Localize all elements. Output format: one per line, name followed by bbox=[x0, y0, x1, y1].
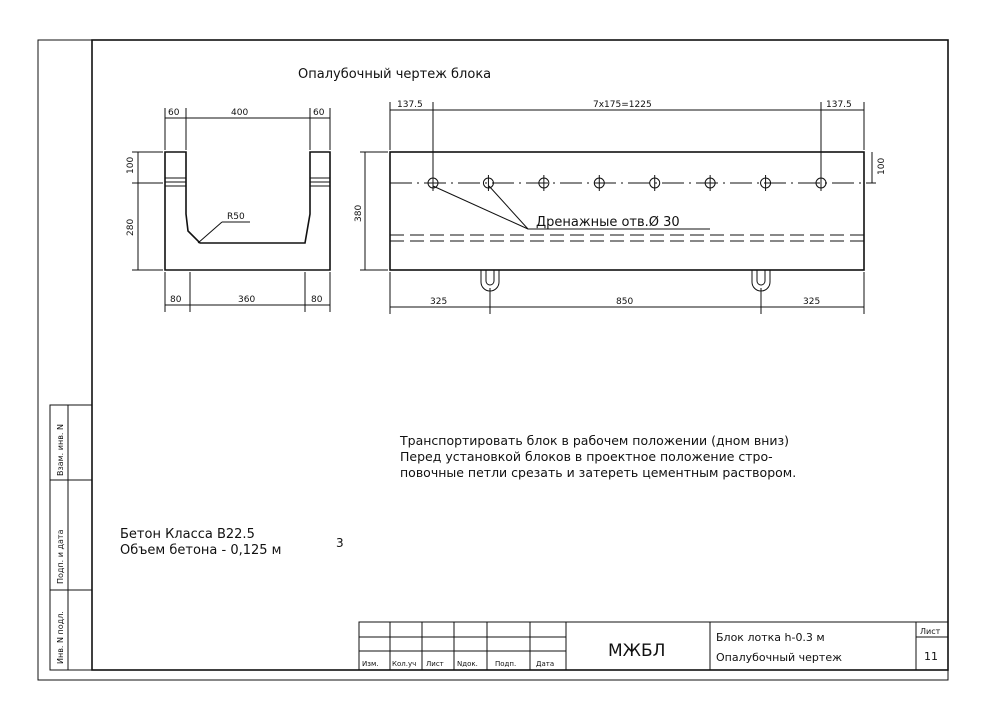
tb-sheet-number: 11 bbox=[924, 650, 938, 663]
note-line-2: Перед установкой блоков в проектное положение стро- bbox=[400, 449, 773, 464]
section-dim-top-mid: 400 bbox=[231, 108, 249, 118]
section-dim-bottom-mid: 360 bbox=[238, 295, 256, 305]
stamp-sign-date: Подп. и дата bbox=[56, 529, 65, 584]
lifting-lug bbox=[752, 270, 770, 291]
section-dim-bottom-right: 80 bbox=[311, 295, 323, 305]
section-dim-left-bottom: 280 bbox=[126, 218, 136, 236]
elev-dim-top-left: 137.5 bbox=[397, 100, 423, 110]
tb-name-line-2: Опалубочный чертеж bbox=[716, 651, 843, 664]
tb-sheet-label: Лист bbox=[920, 627, 941, 636]
elevation-outline bbox=[390, 152, 864, 270]
tb-header-izm: Изм. bbox=[362, 660, 379, 668]
inner-frame bbox=[92, 40, 948, 670]
note-line-1: Транспортировать блок в рабочем положении (дном вниз) bbox=[400, 433, 790, 448]
lifting-lugs bbox=[481, 270, 770, 291]
stamp-replaced-inv: Взам. инв. N bbox=[56, 424, 65, 476]
cross-section-view bbox=[126, 108, 330, 312]
elev-dim-top-mid: 7x175=1225 bbox=[593, 100, 652, 110]
elev-dim-bottom-right: 325 bbox=[803, 297, 821, 307]
elev-dim-top-right: 137.5 bbox=[826, 100, 852, 110]
tb-header-kol: Кол.уч bbox=[392, 660, 417, 668]
lifting-lug-inner bbox=[486, 270, 494, 285]
side-stamp bbox=[50, 405, 92, 670]
note-line-3: повочные петли срезать и затереть цементным раствором. bbox=[400, 465, 797, 480]
tb-header-list: Лист bbox=[426, 660, 444, 668]
drain-holes-label: Дренажные отв.Ø 30 bbox=[536, 215, 680, 230]
tb-name-line-1: Блок лотка h-0.3 м bbox=[716, 631, 825, 644]
tb-header-ndok: Nдок. bbox=[457, 660, 478, 668]
concrete-volume-unit-power: 3 bbox=[336, 536, 344, 550]
section-dim-bottom-left: 80 bbox=[170, 295, 182, 305]
section-outline bbox=[165, 152, 330, 270]
title-block bbox=[359, 622, 948, 670]
outer-frame bbox=[38, 40, 948, 680]
elev-dim-right: 100 bbox=[877, 157, 887, 175]
tb-header-podp: Подп. bbox=[495, 660, 517, 668]
concrete-class: Бетон Класса В22.5 bbox=[120, 527, 255, 542]
lifting-lug-inner bbox=[757, 270, 765, 285]
tb-code: МЖБЛ bbox=[608, 641, 666, 661]
elev-dim-bottom-left: 325 bbox=[430, 297, 448, 307]
stamp-original-inv: Инв. N подл. bbox=[56, 611, 65, 664]
section-dim-top-left: 60 bbox=[168, 108, 180, 118]
tb-header-data: Дата bbox=[536, 660, 555, 668]
drawing-title: Опалубочный чертеж блока bbox=[298, 67, 492, 82]
section-dim-left-top: 100 bbox=[126, 156, 136, 174]
elev-dim-bottom-mid: 850 bbox=[616, 297, 634, 307]
elevation-view bbox=[354, 100, 887, 314]
elev-dim-left: 380 bbox=[354, 204, 364, 222]
section-radius-label: R50 bbox=[227, 212, 245, 222]
section-dim-top-right: 60 bbox=[313, 108, 325, 118]
concrete-volume: Объем бетона - 0,125 м bbox=[120, 543, 282, 558]
lifting-lug bbox=[481, 270, 499, 291]
